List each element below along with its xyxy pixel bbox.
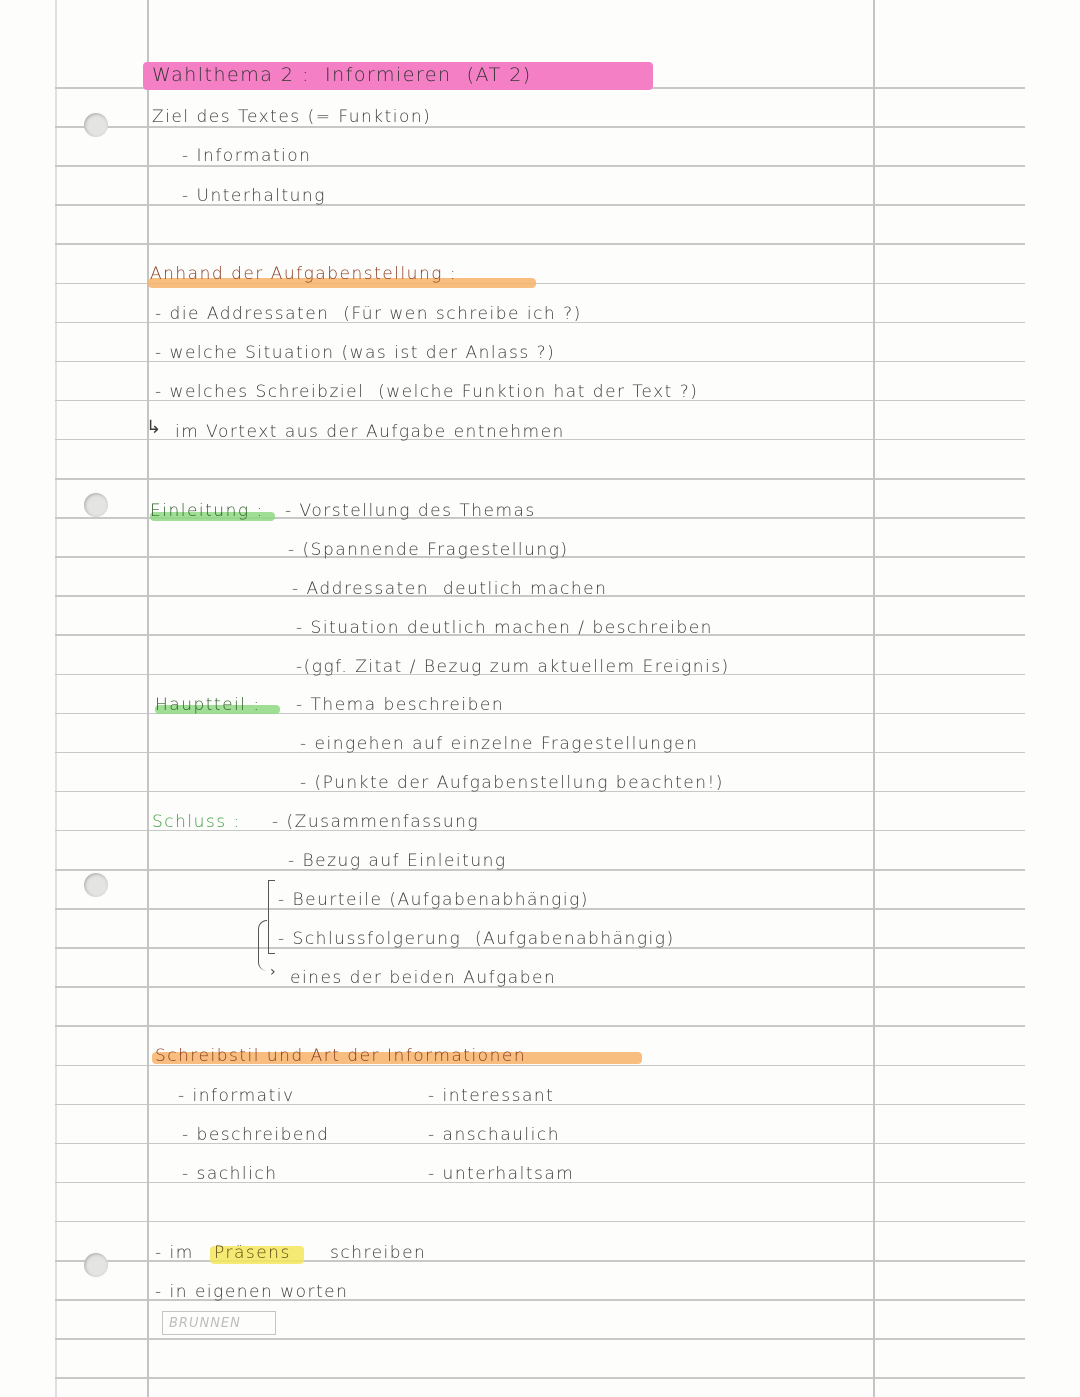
ruled-line — [55, 1377, 1025, 1379]
list-item: - informativ — [178, 1086, 295, 1106]
tip-suffix: schreiben — [330, 1243, 427, 1263]
page-edge-line — [55, 0, 57, 1397]
ziel-heading: Ziel des Textes (= Funktion) — [152, 107, 432, 127]
list-item: - Beurteile (Aufgabenabhängig) — [278, 890, 589, 910]
ruled-line — [55, 1221, 1025, 1223]
list-item: - Schlussfolgerung (Aufgabenabhängig) — [278, 929, 675, 949]
einleitung-label: Einleitung : — [150, 501, 264, 521]
schluss-label: Schluss : — [152, 812, 241, 832]
list-item: - Addressaten deutlich machen — [292, 579, 608, 599]
arrow-icon: › — [270, 964, 276, 980]
list-item: -(ggf. Zitat / Bezug zum aktuellem Ereignis) — [296, 657, 730, 677]
ruled-line — [55, 1338, 1025, 1340]
punch-hole — [84, 493, 108, 517]
right-margin-line — [873, 0, 875, 1397]
list-item: - Vorstellung des Themas — [285, 501, 536, 521]
punch-hole — [84, 113, 108, 137]
tip-line: - in eigenen worten — [155, 1282, 349, 1302]
page-title: Wahlthema 2 : Informieren (AT 2) — [152, 64, 532, 86]
list-item: - Unterhaltung — [182, 186, 326, 206]
punch-hole — [84, 873, 108, 897]
list-item: - unterhaltsam — [428, 1164, 575, 1184]
list-item: - Information — [182, 146, 312, 166]
list-item: - anschaulich — [428, 1125, 560, 1145]
curved-arrow-icon — [258, 920, 267, 971]
anhand-heading: Anhand der Aufgabenstellung : — [150, 264, 458, 284]
punch-hole — [84, 1253, 108, 1277]
list-item: - (Zusammenfassung — [272, 812, 480, 832]
arrow-note: im Vortext aus der Aufgabe entnehmen — [175, 422, 565, 442]
left-margin-line — [147, 0, 149, 1397]
brand-logo: BRUNNEN — [162, 1311, 276, 1335]
tip-prefix: - im — [155, 1243, 194, 1263]
list-item: - Thema beschreiben — [296, 695, 505, 715]
ruled-line — [55, 1260, 1025, 1262]
list-item: - beschreibend — [182, 1125, 330, 1145]
list-item: - (Punkte der Aufgabenstellung beachten!) — [300, 773, 724, 793]
ruled-line — [55, 478, 1025, 480]
bracket-icon — [268, 880, 275, 954]
schreibstil-heading: Schreibstil und Art der Informationen — [155, 1046, 527, 1066]
arrow-icon: ↳ — [146, 417, 162, 438]
list-item: - die Addressaten (Für wen schreibe ich ?) — [155, 304, 582, 324]
list-item: - eingehen auf einzelne Fragestellungen — [300, 734, 699, 754]
list-item: - welche Situation (was ist der Anlass ?) — [155, 343, 556, 363]
list-item: - Situation deutlich machen / beschreiben — [296, 618, 713, 638]
list-item: - welches Schreibziel (welche Funktion hat der Text ?) — [155, 382, 699, 402]
arrow-note: eines der beiden Aufgaben — [290, 968, 557, 988]
list-item: - sachlich — [182, 1164, 278, 1184]
tip-highlight: Präsens — [214, 1243, 291, 1263]
ruled-line — [55, 869, 1025, 871]
hauptteil-label: Hauptteil : — [155, 695, 261, 715]
ruled-line — [55, 1025, 1025, 1027]
list-item: - interessant — [428, 1086, 555, 1106]
list-item: - Bezug auf Einleitung — [288, 851, 507, 871]
list-item: - (Spannende Fragestellung) — [288, 540, 569, 560]
ruled-line — [55, 243, 1025, 245]
